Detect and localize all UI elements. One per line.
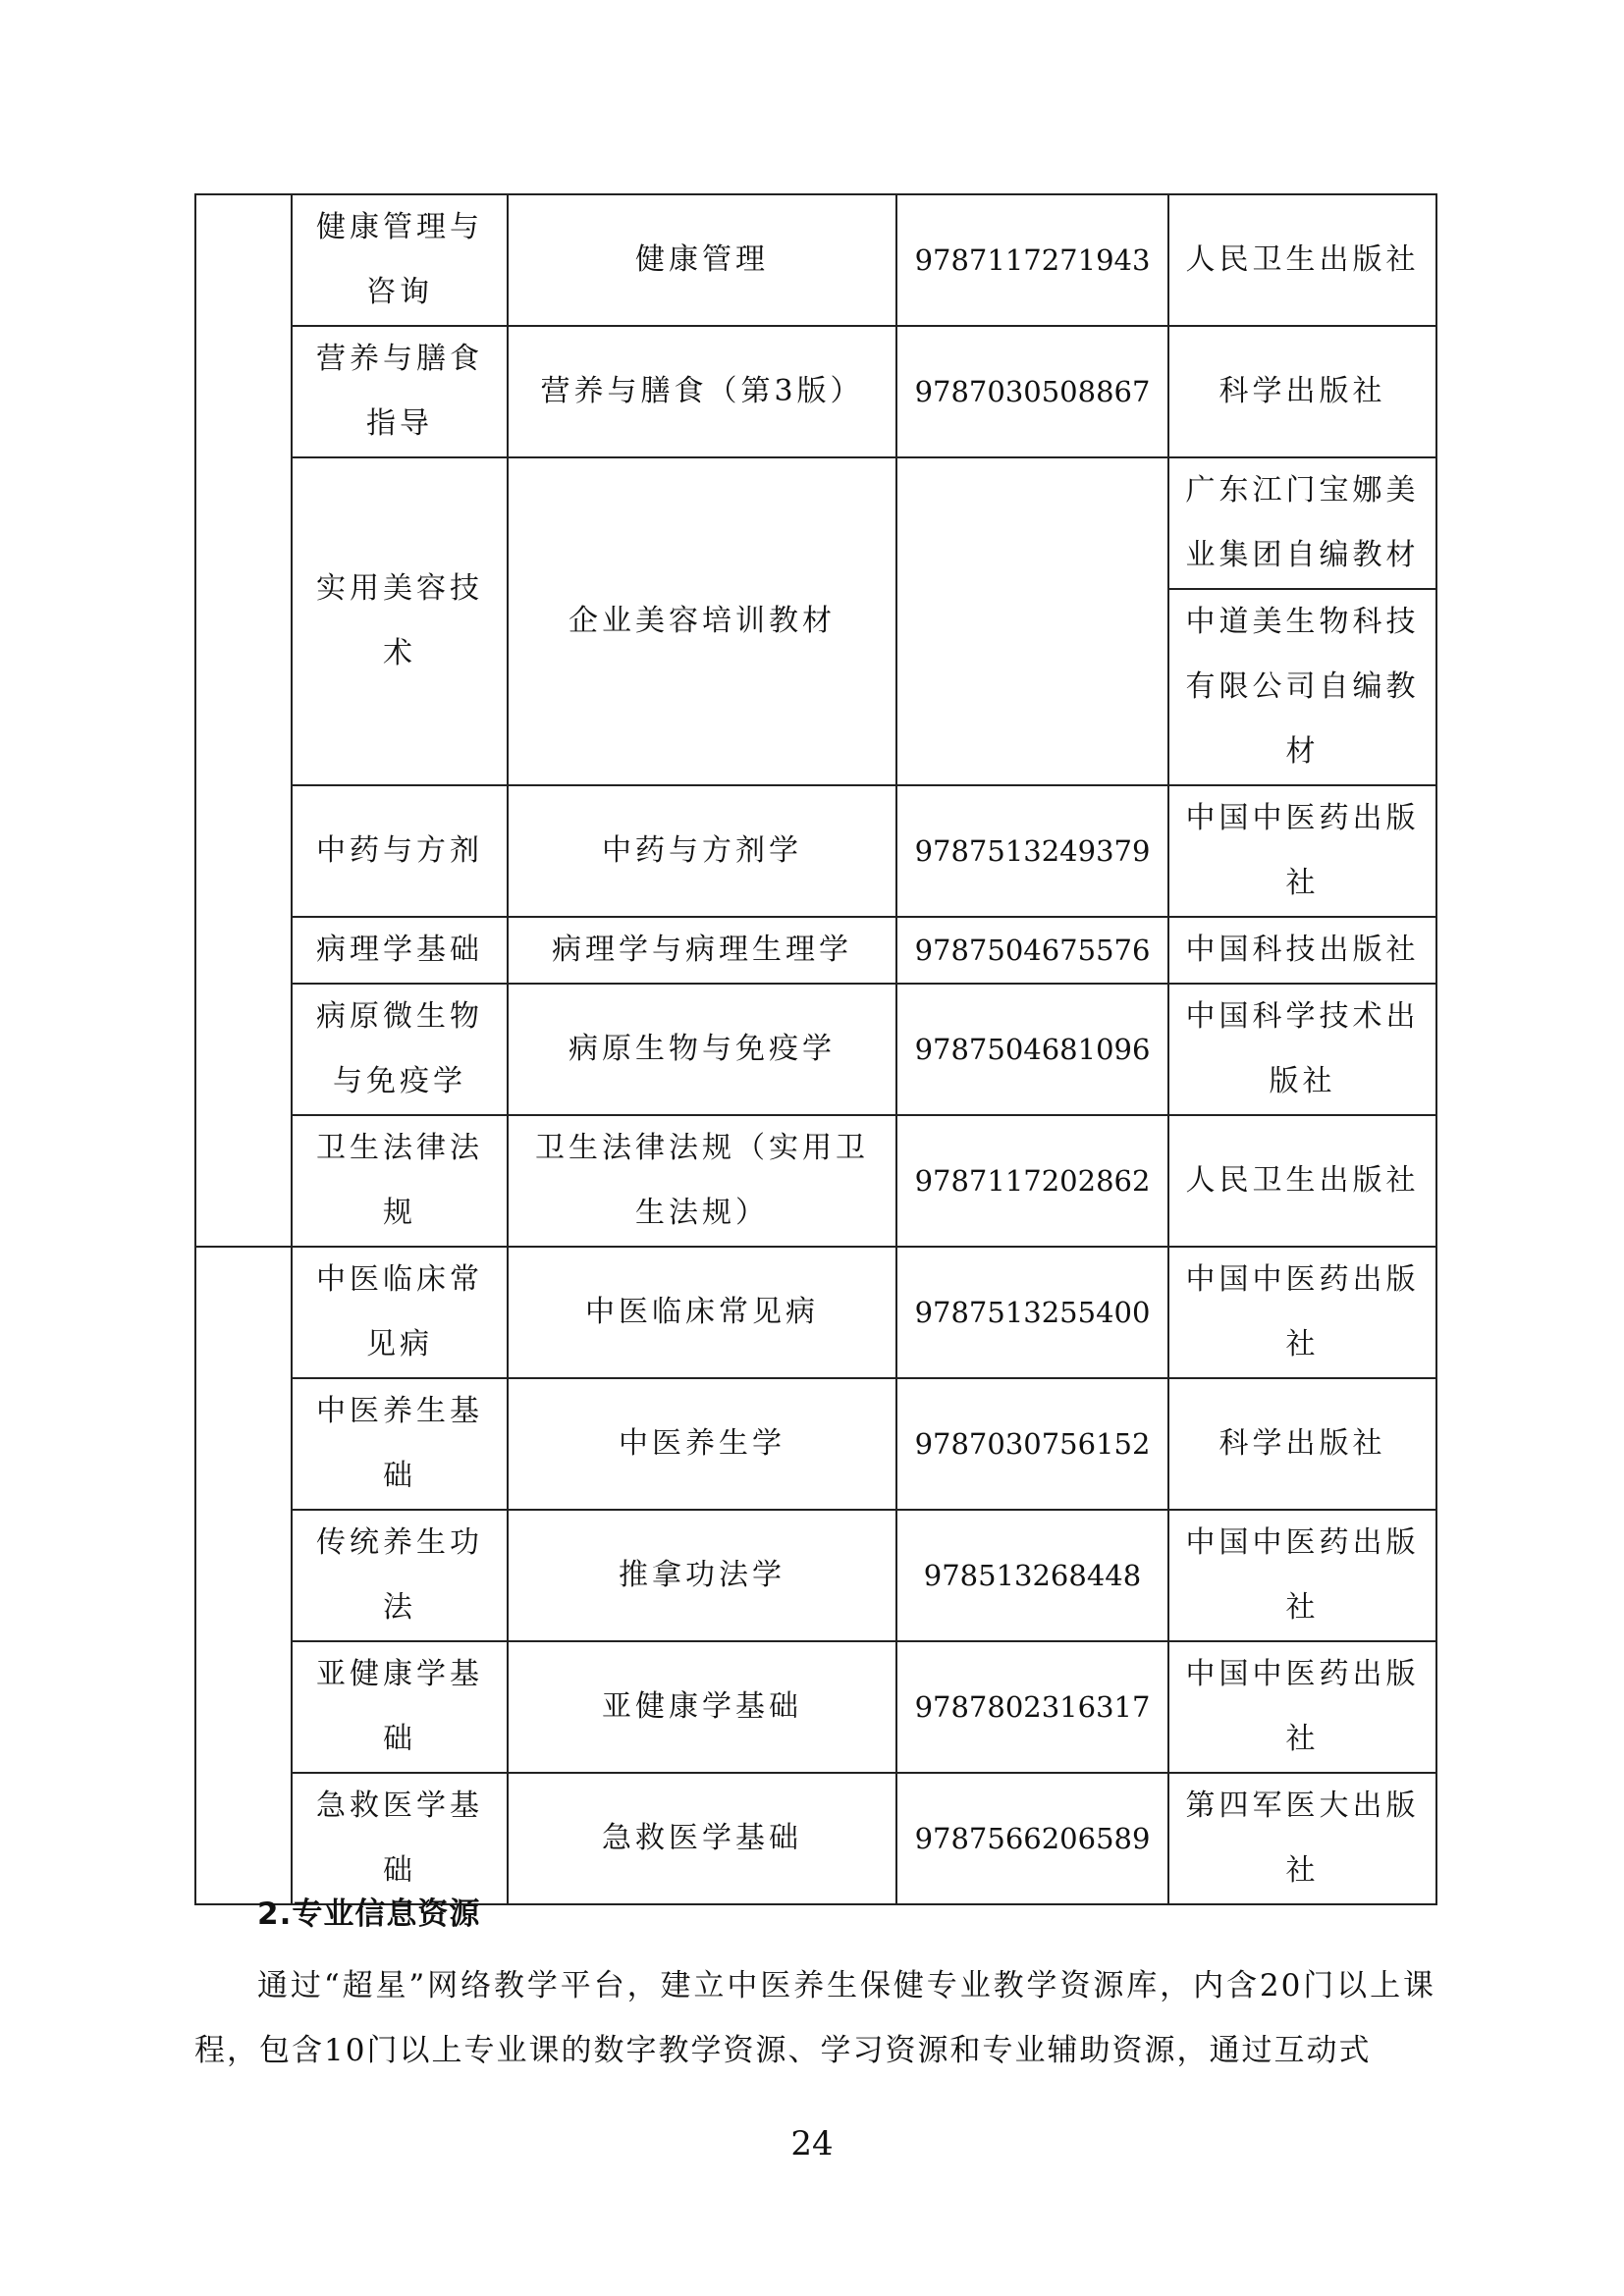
section-paragraph: 通过“超星”网络教学平台，建立中医养生保健专业教学资源库，内含20门以上课程，包含10门以上专业课的数字教学资源、学习资源和专业辅助资源，通过互动式 [194, 1968, 1435, 2068]
table-row [195, 457, 1436, 589]
textbook-cell: 中医临床常见病 [508, 1247, 896, 1378]
isbn-cell: 9787513249379 [896, 785, 1168, 917]
course-cell: 急救医学基础 [292, 1773, 508, 1904]
isbn-cell: 9787117271943 [896, 194, 1168, 326]
category-cell [195, 194, 292, 1247]
publisher-cell: 人民卫生出版社 [1168, 194, 1436, 326]
isbn-cell: 9787030508867 [896, 326, 1168, 457]
textbook-cell: 中医养生学 [508, 1378, 896, 1510]
course-cell: 中药与方剂 [292, 785, 508, 917]
isbn-cell: 9787802316317 [896, 1641, 1168, 1773]
course-cell: 卫生法律法规 [292, 1115, 508, 1247]
table-row [195, 1641, 1436, 1773]
publisher-cell: 中国中医药出版社 [1168, 1641, 1436, 1773]
publisher-cell: 人民卫生出版社 [1168, 1115, 1436, 1247]
textbook-cell: 卫生法律法规（实用卫生法规） [508, 1115, 896, 1247]
table-row [195, 1247, 1436, 1378]
textbook-cell: 企业美容培训教材 [508, 457, 896, 785]
table-row [195, 1510, 1436, 1641]
textbook-cell: 健康管理 [508, 194, 896, 326]
course-cell: 中医养生基础 [292, 1378, 508, 1510]
isbn-cell: 9787504681096 [896, 984, 1168, 1115]
publisher-cell: 科学出版社 [1168, 326, 1436, 457]
publisher-cell: 中国中医药出版社 [1168, 785, 1436, 917]
publisher-cell: 第四军医大出版社 [1168, 1773, 1436, 1904]
course-cell: 传统养生功法 [292, 1510, 508, 1641]
textbook-cell: 推拿功法学 [508, 1510, 896, 1641]
page-number: 24 [790, 2124, 834, 2163]
course-cell: 中医临床常见病 [292, 1247, 508, 1378]
category-cell [195, 1247, 292, 1904]
table-row [195, 326, 1436, 457]
publisher-cell: 广东江门宝娜美业集团自编教材 [1168, 457, 1436, 589]
publisher-cell: 中国中医药出版社 [1168, 1247, 1436, 1378]
table-row [195, 1378, 1436, 1510]
publisher-cell: 科学出版社 [1168, 1378, 1436, 1510]
textbook-cell: 急救医学基础 [508, 1773, 896, 1904]
isbn-cell: 9787030756152 [896, 1378, 1168, 1510]
textbook-table [194, 193, 1437, 1905]
publisher-cell: 中国科技出版社 [1168, 917, 1436, 984]
textbook-cell: 病理学与病理生理学 [508, 917, 896, 984]
course-cell: 营养与膳食指导 [292, 326, 508, 457]
textbook-cell: 营养与膳食（第3版） [508, 326, 896, 457]
textbook-cell: 亚健康学基础 [508, 1641, 896, 1773]
table-row [195, 194, 1436, 326]
table-row [195, 917, 1436, 984]
section-heading: 2.专业信息资源 [257, 1896, 481, 1932]
publisher-cell-secondary: 中道美生物科技有限公司自编教材 [1168, 589, 1436, 785]
isbn-cell: 9787117202862 [896, 1115, 1168, 1247]
textbook-cell: 中药与方剂学 [508, 785, 896, 917]
isbn-cell: 9787566206589 [896, 1773, 1168, 1904]
course-cell: 病原微生物与免疫学 [292, 984, 508, 1115]
course-cell: 健康管理与咨询 [292, 194, 508, 326]
isbn-cell: 978513268448 [896, 1510, 1168, 1641]
course-cell: 实用美容技术 [292, 457, 508, 785]
isbn-cell [896, 457, 1168, 785]
table-row [195, 1115, 1436, 1247]
course-cell: 亚健康学基础 [292, 1641, 508, 1773]
isbn-cell: 9787504675576 [896, 917, 1168, 984]
course-cell: 病理学基础 [292, 917, 508, 984]
table-row [195, 984, 1436, 1115]
textbook-cell: 病原生物与免疫学 [508, 984, 896, 1115]
table-row [195, 785, 1436, 917]
isbn-cell: 9787513255400 [896, 1247, 1168, 1378]
publisher-cell: 中国科学技术出版社 [1168, 984, 1436, 1115]
publisher-cell: 中国中医药出版社 [1168, 1510, 1436, 1641]
table-row [195, 1773, 1436, 1904]
